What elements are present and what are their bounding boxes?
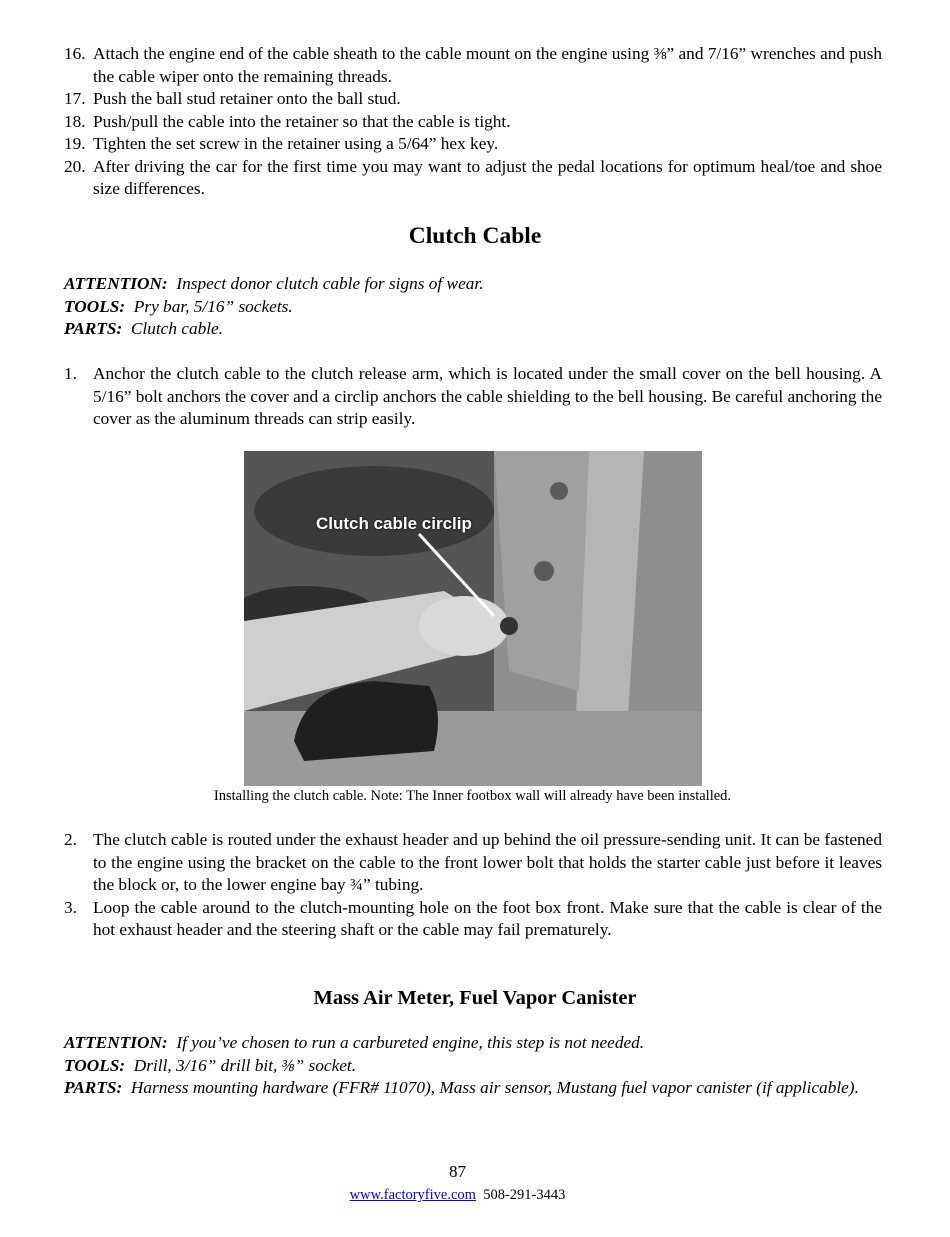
step-text: Tighten the set screw in the retainer using a 5/64” hex key. (93, 134, 499, 153)
parts-line (64, 1077, 882, 1100)
steps-list-clutch-1 (64, 363, 882, 431)
tools-text: Drill, 3/16” drill bit, ⅜” socket. (133, 1055, 357, 1075)
step-text: Attach the engine end of the cable sheath to the cable mount on the engine using ⅜” and 7/16” wrenches and push the cable wiper onto the remaining threads. (93, 44, 882, 86)
step-number: 1. (64, 364, 77, 383)
parts-text: Harness mounting hardware (FFR# 11070), Mass air sensor, Mustang fuel vapor canister (if applicable). (130, 1078, 859, 1097)
list-item (64, 43, 882, 88)
page-footer (0, 1184, 915, 1207)
tools-label: TOOLS: (64, 1055, 126, 1075)
parts-label: PARTS: (64, 319, 123, 338)
step-number: 18. (64, 111, 86, 131)
attention-line (64, 273, 882, 296)
parts-text: Clutch cable. (130, 319, 224, 338)
list-item (64, 88, 882, 111)
tools-text: Pry bar, 5/16” sockets. (133, 296, 293, 316)
section-heading-clutch-cable: Clutch Cable (408, 223, 542, 249)
list-item (64, 829, 882, 897)
step-number: 20. (64, 156, 86, 176)
step-text: Loop the cable around to the clutch-mounting hole on the foot box front. Make sure that the cable is clear of the hot exhaust header and the steering shaft or the cable may fail prematurely. (93, 897, 882, 939)
step-text: The clutch cable is routed under the exhaust header and up behind the oil pressure-sending unit. It can be fastened to the engine using the bracket on the cable to the front lower bolt that holds the starter cable just before it leaves the block or, to the lower engine bay ¾” tubing. (93, 830, 882, 894)
attention-line (64, 1032, 882, 1055)
photo-label: Clutch cable circlip (316, 514, 472, 533)
page-number: 87 (449, 1162, 466, 1181)
section-heading-mass-air: Mass Air Meter, Fuel Vapor Canister (313, 987, 637, 1009)
parts-label: PARTS: (64, 1078, 123, 1097)
step-number: 17. (64, 89, 86, 108)
list-item (64, 897, 882, 942)
tools-line (64, 1055, 882, 1078)
steps-list-clutch-2 (64, 829, 882, 942)
list-item (64, 111, 882, 134)
tools-line (64, 296, 882, 319)
step-number: 16. (64, 44, 86, 63)
tools-label: TOOLS: (64, 296, 126, 316)
photo-illustration (244, 451, 702, 786)
mass-air-requirements (64, 1032, 882, 1100)
step-number: 19. (64, 134, 86, 153)
attention-text: Inspect donor clutch cable for signs of wear. (176, 274, 484, 293)
clutch-cable-photo (244, 451, 702, 786)
list-item (64, 156, 882, 201)
step-text: Anchor the clutch cable to the clutch release arm, which is located under the small cover on the bell housing. A 5/16” bolt anchors the cover and a circlip anchors the cable shielding to the bell housing. Be careful anchoring the cover as the aluminum threads can strip easily. (93, 364, 882, 428)
attention-label: ATTENTION: (64, 1033, 168, 1052)
step-text: After driving the car for the first time you may want to adjust the pedal locations for optimum heal/toe and shoe size differences. (93, 156, 882, 198)
attention-text: If you’ve chosen to run a carbureted engine, this step is not needed. (176, 1033, 645, 1052)
step-number: 2. (64, 830, 77, 849)
photo-caption: Installing the clutch cable. Note: The Inner footbox wall will already have been installed. (213, 788, 732, 804)
website-link[interactable]: www.factoryfive.com (349, 1187, 476, 1203)
step-number: 3. (64, 897, 77, 917)
step-text: Push/pull the cable into the retainer so that the cable is tight. (93, 111, 511, 131)
phone-number: 508-291-3443 (483, 1187, 566, 1203)
step-text: Push the ball stud retainer onto the ball stud. (93, 89, 401, 108)
clutch-requirements (64, 273, 882, 341)
list-item (64, 133, 882, 156)
list-item (64, 363, 882, 431)
parts-line (64, 318, 882, 341)
attention-label: ATTENTION: (64, 274, 168, 293)
steps-list-top (64, 43, 882, 201)
